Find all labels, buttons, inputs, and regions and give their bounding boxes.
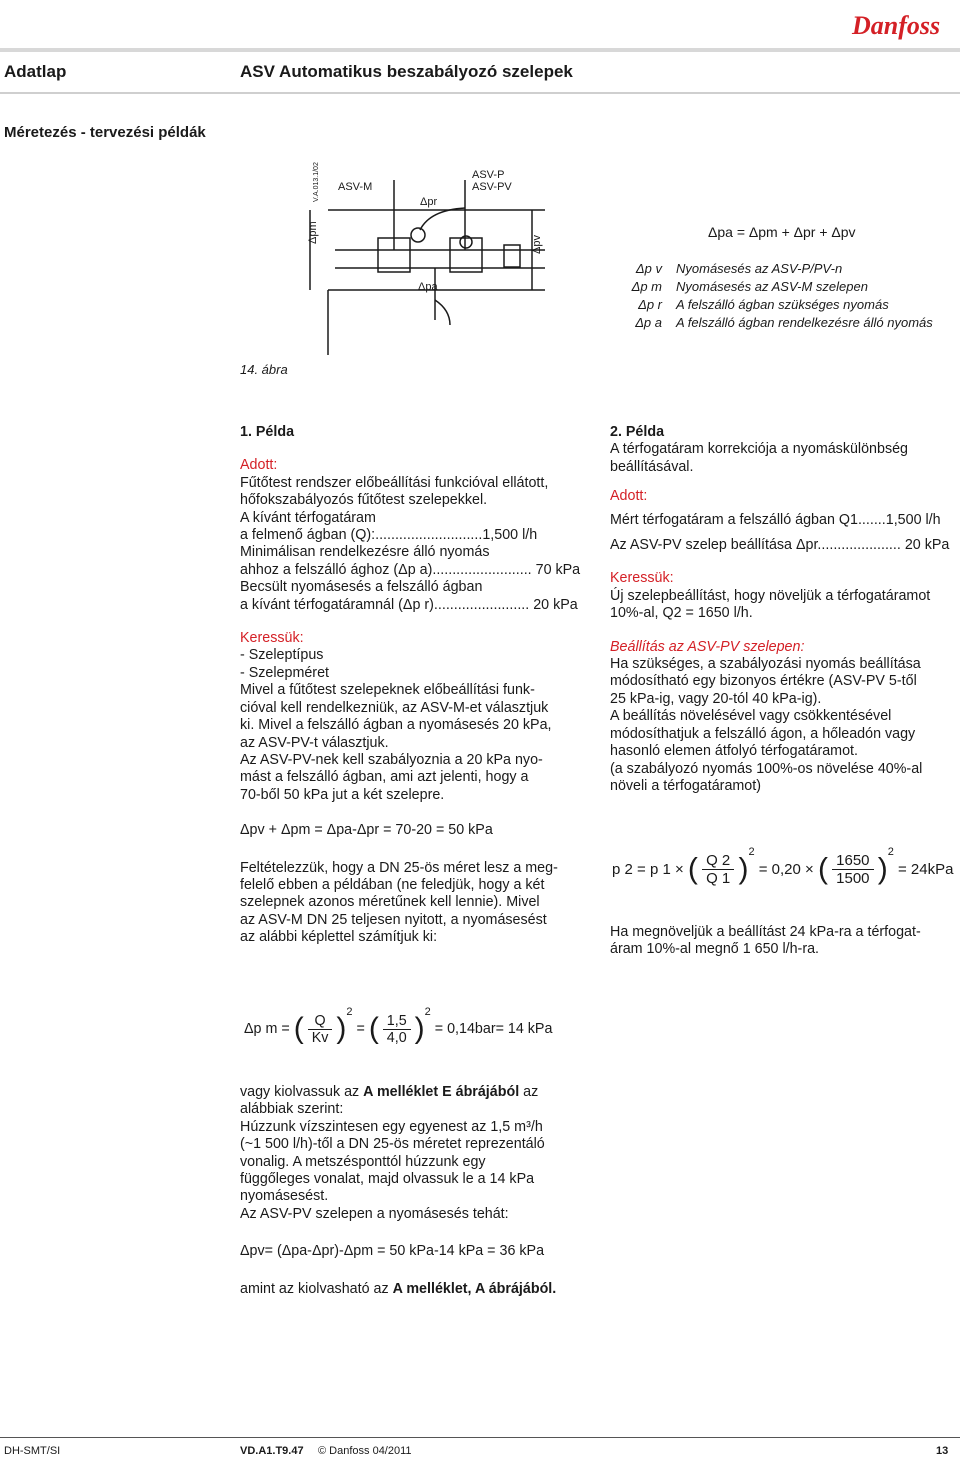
formula-p2-mid: = 0,20 ×	[758, 861, 814, 878]
ex1-para3-6: nyomásesést.	[240, 1188, 329, 1205]
dpv-label: Δpv	[531, 235, 543, 254]
ex1-para3-2: Húzzunk vízszintesen egy egyenest az 1,5 m³/h	[240, 1118, 543, 1135]
formula-p2-result: = 24kPa	[897, 861, 954, 878]
formula-dpm-lhs: Δp m =	[244, 1021, 290, 1037]
footer-divider	[0, 1437, 960, 1438]
ex1-given-4: a felmenő ágban (Q):...........................1,500 l/h	[240, 527, 538, 544]
doc-type: Adatlap	[4, 62, 67, 81]
ex1-para2-3: szelepnek azonos méretűnek kell lennie). Mivel	[240, 894, 540, 911]
ex1-para3-4: vonalig. A metszésponttól húzzunk egy	[240, 1153, 486, 1170]
legend-text-v: Nyomásesés az ASV-P/PV-n	[676, 261, 843, 276]
figure-code: V.A.013.1/02	[313, 162, 320, 202]
example-1-cont	[240, 1084, 600, 1298]
ex1-given-label: Adott:	[240, 457, 278, 474]
footer-copyright: © Danfoss 04/2011	[318, 1445, 412, 1457]
ex1-para2-2: felelő ebben a példában (ne feledjük, hogy a két	[240, 876, 545, 893]
formula-dpm-f2-den: 4,0	[386, 1029, 407, 1046]
ex2-given-1: Mért térfogatáram a felszálló ágban Q1.......1,500 l/h	[610, 511, 941, 528]
ex2-title: 2. Példa	[610, 424, 665, 440]
ex1-given-6: ahhoz a felszálló ághoz (Δp a)......................... 70 kPa	[240, 561, 581, 578]
figure-caption: 14. ábra	[240, 362, 288, 377]
ex2-conclusion-1: Ha megnöveljük a beállítást 24 kPa-ra a térfogat-	[610, 924, 921, 940]
ex1-equation-1: Δpv + Δpm = Δpa-Δpr = 70-20 = 50 kPa	[240, 822, 493, 839]
legend-sym-m: Δp m	[631, 279, 662, 294]
asvpv-label: ASV-PV	[472, 181, 512, 193]
ex1-para2-4: az ASV-M DN 25 teljesen nyitott, a nyomásesést	[240, 911, 547, 928]
ex2-setting-3: 25 kPa-ig, vagy 20-tól 40 kPa-ig).	[610, 690, 822, 707]
ex2-setting-label: Beállítás az ASV-PV szelepen:	[610, 638, 805, 655]
legend-text-m: Nyomásesés az ASV-M szelepen	[676, 279, 868, 294]
ex1-para2-1: Feltételezzük, hogy a DN 25-ös méret lesz a meg-	[240, 859, 558, 876]
ex1-last: amint az kiolvasható az A melléklet, A ábrájából.	[240, 1280, 557, 1297]
ex1-given-3: A kívánt térfogatáram	[240, 509, 376, 526]
ex2-setting-8: növeli a térfogatáramot)	[610, 777, 761, 794]
ex1-find-6: az ASV-PV-t választjuk.	[240, 734, 389, 751]
formula-dpm-eq: =	[356, 1021, 365, 1037]
ex1-para3-first: vagy kiolvassuk az A melléklet E ábrájából az	[240, 1084, 539, 1100]
legend-symbols	[612, 260, 662, 332]
ex2-find-label: Keressük:	[610, 570, 674, 587]
dpa-label: Δpa	[418, 281, 438, 293]
ex2-subtitle-1: A térfogatáram korrekciója a nyomáskülönbség	[610, 441, 909, 458]
formula-p2-f2-num: 1650	[832, 852, 873, 870]
ex1-equation-2: Δpv= (Δpa-Δpr)-Δpm = 50 kPa-14 kPa = 36 kPa	[240, 1243, 545, 1260]
formula-dpm-exp1: 2	[346, 1006, 353, 1018]
ex2-setting-5: módosíthatjuk a felszálló ágon, a hőleadón vagy	[610, 725, 916, 742]
ex1-find-7: Az ASV-PV-nek kell szabályoznia a 20 kPa nyo-	[240, 751, 543, 768]
example-2	[610, 424, 955, 795]
formula-dpm-f2-num: 1,5	[383, 1013, 411, 1030]
ex1-given-5: Minimálisan rendelkezésre álló nyomás	[240, 544, 490, 561]
formula-p2: p 2 = p 1 × ( $\frac{Q 2}{Q 1}$ )$^2$ = 0,20 × ( $\frac{1650}{1500}$ )$^2$ = 24kPa	[612, 846, 954, 887]
danfoss-logo	[850, 8, 950, 42]
asvp-label: ASV-P	[472, 169, 505, 181]
formula-p2-f1-den: Q 1	[706, 870, 731, 887]
legend-sym-v: Δp v	[635, 261, 662, 276]
ex2-setting-7: (a szabályozó nyomás 100%-os növelése 40%-al	[610, 760, 923, 777]
ex2-setting-6: hasonló elemen átfolyó térfogatáramot.	[610, 743, 858, 760]
ex2-find-1: Új szelepbeállítást, hogy növeljük a térfogatáramot	[610, 587, 931, 604]
ex1-find-1: - Szeleptípus	[240, 647, 324, 664]
formula-p2-lhs: p 2 = p 1 ×	[612, 861, 684, 878]
ex2-given-label: Adott:	[610, 488, 648, 505]
formula-p2-exp1: 2	[748, 846, 755, 858]
footer-dept: DH-SMT/SI	[4, 1445, 61, 1457]
legend-text-r: A felszálló ágban szükséges nyomás	[676, 297, 889, 312]
dpm-label: Δpm	[307, 221, 319, 244]
ex1-given-8: a kívánt térfogatáramnál (Δp r)........................ 20 kPa	[240, 596, 578, 613]
system-diagram	[300, 150, 550, 355]
legend-sym-r: Δp r	[638, 297, 662, 312]
example-1	[240, 424, 600, 947]
formula-p2-f1-num: Q 2	[702, 852, 734, 870]
ex2-setting-1: Ha szükséges, a szabályozási nyomás beállítása	[610, 656, 921, 673]
legend-text-a: A felszálló ágban rendelkezésre álló nyomás	[676, 315, 933, 330]
ex1-para3-7: Az ASV-PV szelepen a nyomásesés tehát:	[240, 1205, 509, 1222]
formula-dpm-f1-den: Kv	[311, 1029, 329, 1046]
ex1-given-1: Fűtőtest rendszer előbeállítási funkcióval ellátott,	[240, 474, 549, 491]
ex1-title: 1. Példa	[240, 424, 295, 440]
top-bar	[0, 0, 960, 52]
example-2-conclusion	[610, 924, 955, 959]
ex2-setting-4: A beállítás növelésével vagy csökkentésével	[610, 708, 892, 725]
formula-dpm: Δp m = ( $\frac{Q}{Kv}$ )$^2$ = ( $\frac{1,5}{4,0}$ )$^2$ = 0,14bar= 14 kPa	[244, 1006, 553, 1046]
ex1-find-5: ki. Mivel a felszálló ágban a nyomásesés 20 kPa,	[240, 717, 552, 734]
ex1-find-label: Keressük:	[240, 630, 304, 647]
formula-dpm-exp2: 2	[424, 1006, 431, 1018]
ex1-para3-1: alábbiak szerint:	[240, 1101, 344, 1118]
ex1-find-2: - Szelepméret	[240, 664, 329, 681]
ex1-para3-5: függőleges vonalat, majd olvassuk le a 14 kPa	[240, 1171, 535, 1188]
formula-p2-f2-den: 1500	[836, 870, 870, 887]
ex2-setting-2: módosítható egy bizonyos értékre (ASV-PV 5-től	[610, 673, 917, 690]
brand-text: Danfoss	[852, 11, 941, 40]
legend-texts	[676, 260, 933, 332]
section-heading: Méretezés - tervezési példák	[4, 124, 206, 141]
formula-p2-exp2: 2	[887, 846, 894, 858]
ex1-para3-3: (~1 500 l/h)-től a DN 25-ös méretet reprezentáló	[240, 1136, 545, 1153]
pressure-equation: Δpa = Δpm + Δpr + Δpv	[708, 224, 856, 240]
ex1-given-2: hőfokszabályozós fűtőtest szelepekkel.	[240, 492, 488, 509]
page-title: ASV Automatikus beszabályozó szelepek	[240, 62, 573, 81]
ex1-find-4: cióval kell rendelkezniük, az ASV-M-et választjuk	[240, 699, 549, 716]
ex1-para2-5: az alábbi képlettel számítjuk ki:	[240, 929, 438, 946]
asvm-label: ASV-M	[338, 181, 373, 193]
legend-sym-a: Δp a	[635, 315, 662, 330]
ex2-find-2: 10%-al, Q2 = 1650 l/h.	[610, 605, 753, 622]
ex1-find-8: mást a felszálló ágban, ami azt jelenti, hogy a	[240, 769, 529, 786]
formula-dpm-result: = 0,14bar= 14 kPa	[434, 1021, 553, 1037]
ex1-find-3: Mivel a fűtőtest szelepeknek előbeállítási funk-	[240, 682, 535, 699]
page-number: 13	[936, 1445, 949, 1457]
ex1-given-7: Becsült nyomásesés a felszálló ágban	[240, 579, 483, 596]
footer-code: VD.A1.T9.47	[240, 1445, 304, 1457]
dpr-label: Δpr	[420, 196, 438, 208]
ex2-given-2: Az ASV-PV szelep beállítása Δpr..................... 20 kPa	[610, 537, 950, 554]
formula-dpm-f1-num: Q	[308, 1013, 333, 1030]
ex1-find-9: 70-ből 50 kPa jut a két szelepre.	[240, 786, 445, 803]
ex2-subtitle-2: beállításával.	[610, 458, 694, 475]
header-divider	[0, 92, 960, 94]
ex2-conclusion-2: áram 10%-al megnő 1 650 l/h-ra.	[610, 941, 820, 958]
